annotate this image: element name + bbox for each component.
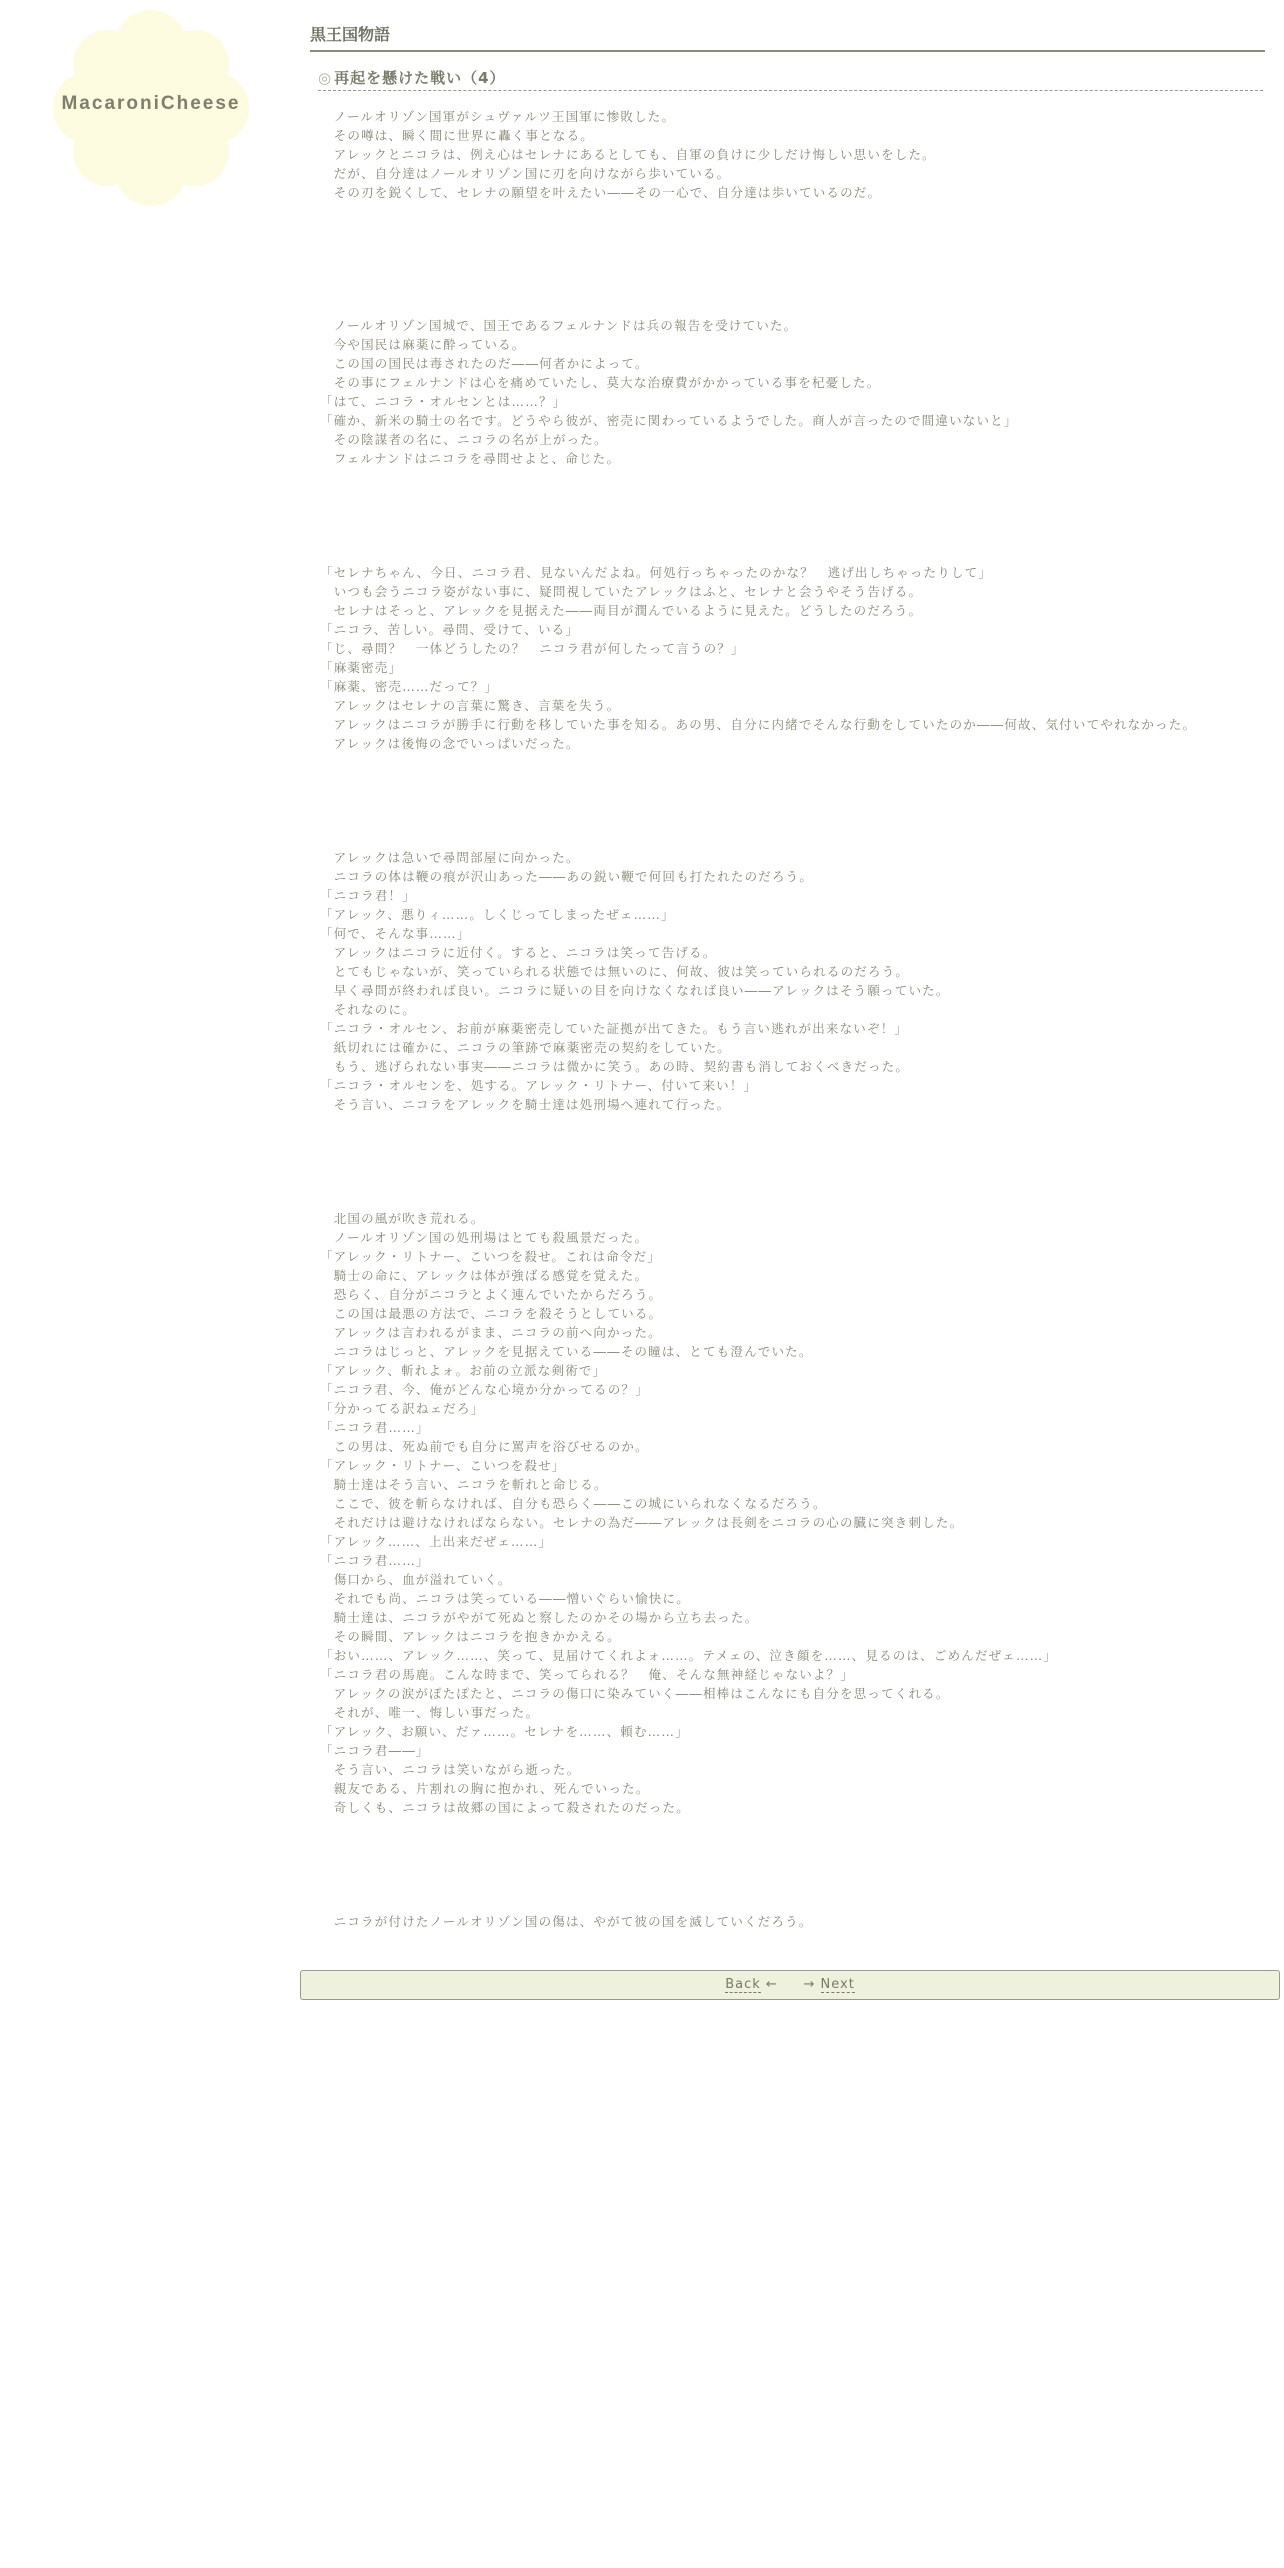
story-line: 騎士達は、ニコラがやがて死ぬと察したのかその場から立ち去った。 <box>320 1610 759 1625</box>
story-line: 「アレック・リトナー、こいつを殺せ」 <box>320 1458 566 1473</box>
bullet-icon: ◎ <box>318 69 333 87</box>
story-line: 「ニコラ君、今、俺がどんな心境か分かってるの？」 <box>320 1382 649 1397</box>
story-line: 「確か、新米の騎士の名です。どうやら彼が、密売に関わっているようでした。商人が言ったので間違いないと」 <box>320 413 1018 428</box>
story-line: それでも尚、ニコラは笑っている――憎いぐらい愉快に。 <box>320 1591 690 1606</box>
story-line: アレックは急いで尋問部屋に向かった。 <box>320 850 580 865</box>
story-line: いつも会うニコラ姿がない事に、疑問視していたアレックはふと、セレナと会うやそう告げる。 <box>320 584 923 599</box>
blank-line <box>320 1114 1260 1133</box>
blank-line <box>320 1893 1260 1912</box>
story-line: この国は最悪の方法で、ニコラを殺そうとしている。 <box>320 1306 663 1321</box>
next-arrow-icon: → <box>803 1977 816 1992</box>
story-line: その刃を鋭くして、セレナの願望を叶えたい――その一心で、自分達は歩いているのだ。 <box>320 185 882 200</box>
story-line: だが、自分達はノールオリゾン国に刃を向けながら歩いている。 <box>320 166 731 181</box>
story-line: この国の国民は毒されたのだ――何者かによって。 <box>320 356 649 371</box>
blank-line <box>320 202 1260 221</box>
story-line: 「アレック……、上出来だぜェ……」 <box>320 1534 553 1549</box>
blank-line <box>320 525 1260 544</box>
story-line: 「ニコラ君……」 <box>320 1553 430 1568</box>
story-line: 「ニコラ・オルセンを、処する。アレック・リトナー、付いて来い！」 <box>320 1078 758 1093</box>
story-line: 「はて、ニコラ・オルセンとは……？」 <box>320 394 567 409</box>
story-line: セレナはそっと、アレックを見据えた――両目が潤んでいるように見えた。どうしたのだろう。 <box>320 603 923 618</box>
back-link[interactable]: Back <box>725 1977 761 1992</box>
story-line: 騎士達はそう言い、ニコラを斬れと命じる。 <box>320 1477 608 1492</box>
story-line: 「アレック・リトナー、こいつを殺せ。これは命令だ」 <box>320 1249 662 1264</box>
blank-line <box>320 1171 1260 1190</box>
story-line: その事にフェルナンドは心を痛めていたし、莫大な治療費がかかっている事を杞憂した。 <box>320 375 881 390</box>
story-line: 「ニコラ君の馬鹿。こんな時まで、笑ってられる？ 俺、そんな無神経じゃないよ？」 <box>320 1667 855 1682</box>
story-line: 「おい……、アレック……、笑って、見届けてくれよォ……。テメェの、泣き顔を……、見るのは、ごめんだぜェ……」 <box>320 1648 1058 1663</box>
blank-line <box>320 1874 1260 1893</box>
pager-bar <box>300 1970 1280 2000</box>
story-line: その噂は、瞬く間に世界に轟く事となる。 <box>320 128 595 143</box>
story-line: 「セレナちゃん、今日、ニコラ君、見ないんだよね。何処行っちゃったのかな？ 逃げ出しちゃったりして」 <box>320 565 993 580</box>
chapter-heading <box>318 66 1263 91</box>
story-line: 騎士の命に、アレックは体が強ばる感覚を覚えた。 <box>320 1268 649 1283</box>
story-line: この男は、死ぬ前でも自分に罵声を浴びせるのか。 <box>320 1439 649 1454</box>
blank-line <box>320 297 1260 316</box>
story-line: 「ニコラ君！」 <box>320 888 416 903</box>
story-line: アレックはニコラが勝手に行動を移していた事を知る。あの男、自分に内緒でそんな行動をしていたのか――何故、気付いてやれなかった。 <box>320 717 1197 732</box>
blank-line <box>320 506 1260 525</box>
site-logo[interactable] <box>48 8 254 208</box>
blank-line <box>320 544 1260 563</box>
story-line: そう言い、ニコラは笑いながら逝った。 <box>320 1762 581 1777</box>
story-line: アレックは言われるがまま、ニコラの前へ向かった。 <box>320 1325 662 1340</box>
blank-line <box>320 1190 1260 1209</box>
blank-line <box>320 240 1260 259</box>
blank-line <box>320 772 1260 791</box>
story-line: 「ニコラ・オルセン、お前が麻薬密売していた証拠が出てきた。もう言い逃れが出来ないぞ！」 <box>320 1021 909 1036</box>
story-line: ノールオリゾン国の処刑場はとても殺風景だった。 <box>320 1230 649 1245</box>
page-title: 黒王国物語 <box>310 20 1265 52</box>
story-line: 「アレック、お願い、だァ……。セレナを……、頼む……」 <box>320 1724 689 1739</box>
story-line: 傷口から、血が溢れていく。 <box>320 1572 512 1587</box>
story-line: 「アレック、斬れよォ。お前の立派な剣術で」 <box>320 1363 607 1378</box>
next-link[interactable]: Next <box>820 1977 855 1992</box>
blank-line <box>320 1836 1260 1855</box>
blank-line <box>320 259 1260 278</box>
story-line: 「分かってる訳ねェだろ」 <box>320 1401 485 1416</box>
blank-line <box>320 1817 1260 1836</box>
blank-line <box>320 810 1260 829</box>
blank-line <box>320 829 1260 848</box>
story-line: それなのに。 <box>320 1002 416 1017</box>
blank-line <box>320 791 1260 810</box>
story-line: アレックはセレナの言葉に驚き、言葉を失う。 <box>320 698 621 713</box>
story-line: ニコラが付けたノールオリゾン国の傷は、やがて彼の国を滅していくだろう。 <box>320 1914 813 1929</box>
story-line: 紙切れには確かに、ニコラの筆跡で麻薬密売の契約をしていた。 <box>320 1040 732 1055</box>
story-line: 今や国民は麻薬に酔っている。 <box>320 337 526 352</box>
story-line: 早く尋問が終われば良い。ニコラに疑いの目を向けなくなれば良い――アレックはそう願っていた。 <box>320 983 950 998</box>
story-line: 親友である、片割れの胸に抱かれ、死んでいった。 <box>320 1781 650 1796</box>
story-line: ここで、彼を斬らなければ、自分も恐らく――この城にいられなくなるだろう。 <box>320 1496 827 1511</box>
story-line: とてもじゃないが、笑っていられる状態では無いのに、何故、彼は笑っていられるのだろう。 <box>320 964 910 979</box>
story-line: アレックとニコラは、例え心はセレナにあるとしても、自軍の負けに少しだけ悔しい思いをした。 <box>320 147 936 162</box>
story-body <box>320 107 1260 1931</box>
story-line: 「ニコラ、苦しい。尋問、受けて、いる」 <box>320 622 580 637</box>
story-line: アレックの涙がぽたぽたと、ニコラの傷口に染みていく――相棒はこんなにも自分を思ってくれる。 <box>320 1686 950 1701</box>
story-line: 「アレック、悪りィ……。しくじってしまったぜェ……」 <box>320 907 675 922</box>
story-line: 恐らく、自分がニコラとよく連んでいたからだろう。 <box>320 1287 663 1302</box>
blank-line <box>320 487 1260 506</box>
story-line: その陰謀者の名に、ニコラの名が上がった。 <box>320 432 608 447</box>
story-line: ニコラの体は鞭の痕が沢山あった――あの鋭い鞭で何回も打たれたのだろう。 <box>320 869 814 884</box>
story-line: それだけは避けなければならない。セレナの為だ――アレックは長剣をニコラの心の臓に突き刺した。 <box>320 1515 964 1530</box>
story-line: 「じ、尋問？ 一体どうしたの？ ニコラ君が何したって言うの？」 <box>320 641 745 656</box>
blank-line <box>320 1133 1260 1152</box>
story-line: 「何で、そんな事……」 <box>320 926 471 941</box>
blank-line <box>320 1152 1260 1171</box>
story-line: アレックはニコラに近付く。すると、ニコラは笑って告げる。 <box>320 945 717 960</box>
story-line: ニコラはじっと、アレックを見据えている――その瞳は、とても澄んでいた。 <box>320 1344 813 1359</box>
story-line: その瞬間、アレックはニコラを抱きかかえる。 <box>320 1629 621 1644</box>
story-line: フェルナンドはニコラを尋問せよと、命じた。 <box>320 451 621 466</box>
blank-line <box>320 468 1260 487</box>
back-arrow-icon: ← <box>765 1977 778 1992</box>
story-line: ノールオリゾン国城で、国王であるフェルナンドは兵の報告を受けていた。 <box>320 318 798 333</box>
story-line: それが、唯一、悔しい事だった。 <box>320 1705 540 1720</box>
story-line: 北国の風が吹き荒れる。 <box>320 1211 485 1226</box>
story-line: もう、逃げられない事実――ニコラは微かに笑う。あの時、契約書も消しておくべきだった。 <box>320 1059 910 1074</box>
story-line: 「ニコラ君――」 <box>320 1743 430 1758</box>
story-line: ノールオリゾン国軍がシュヴァルツ王国軍に惨敗した。 <box>320 109 676 124</box>
blank-line <box>320 221 1260 240</box>
story-line: 「麻薬密売」 <box>320 660 403 675</box>
story-line: アレックは後悔の念でいっぱいだった。 <box>320 736 580 751</box>
chapter-title-text: 再起を懸けた戦い（4） <box>334 69 506 87</box>
story-line: そう言い、ニコラをアレックを騎士達は処刑場へ連れて行った。 <box>320 1097 731 1112</box>
blank-line <box>320 753 1260 772</box>
story-line: 奇しくも、ニコラは故郷の国によって殺されたのだった。 <box>320 1800 690 1815</box>
blank-line <box>320 278 1260 297</box>
logo-text: MacaroniCheese <box>61 93 241 114</box>
blank-line <box>320 1855 1260 1874</box>
story-line: 「麻薬、密売……だって？」 <box>320 679 499 694</box>
story-line: 「ニコラ君……」 <box>320 1420 430 1435</box>
